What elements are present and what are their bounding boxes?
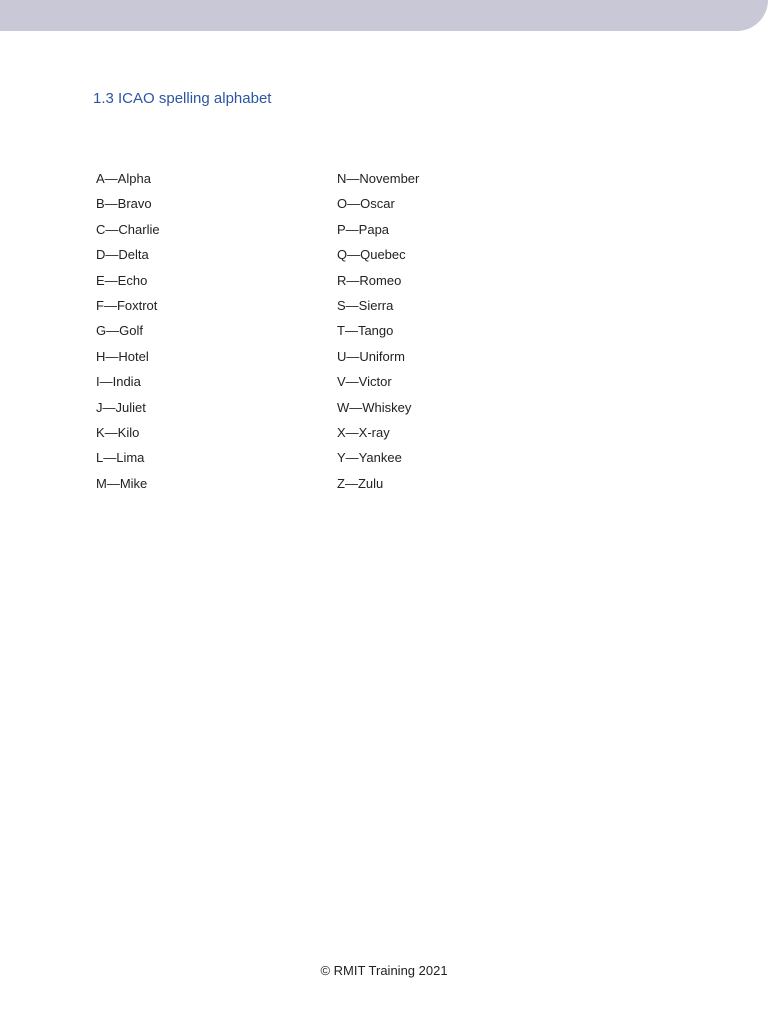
alphabet-entry: X—X-ray bbox=[337, 424, 390, 440]
alphabet-entry: V—Victor bbox=[337, 374, 392, 390]
header-band bbox=[0, 0, 768, 31]
alphabet-entry: Y—Yankee bbox=[337, 450, 402, 466]
alphabet-entry: O—Oscar bbox=[337, 196, 395, 212]
footer-copyright: © RMIT Training 2021 bbox=[320, 963, 448, 978]
alphabet-entry: K—Kilo bbox=[96, 424, 140, 440]
alphabet-entry: D—Delta bbox=[96, 247, 149, 263]
alphabet-entry: I—India bbox=[96, 374, 141, 390]
alphabet-entry: S—Sierra bbox=[337, 297, 394, 313]
alphabet-entry: H—Hotel bbox=[96, 348, 149, 364]
alphabet-entry: G—Golf bbox=[96, 323, 143, 339]
alphabet-entry: A—Alpha bbox=[96, 171, 151, 186]
alphabet-entry: W—Whiskey bbox=[337, 399, 412, 415]
alphabet-entry: P—Papa bbox=[337, 221, 390, 237]
alphabet-entry: J—Juliet bbox=[96, 399, 146, 415]
section-title: 1.3 ICAO spelling alphabet bbox=[93, 90, 272, 107]
alphabet-entry: C—Charlie bbox=[96, 221, 160, 237]
alphabet-entry: N—November bbox=[337, 171, 420, 186]
alphabet-entry: M—Mike bbox=[96, 475, 148, 491]
alphabet-entry: Q—Quebec bbox=[337, 247, 406, 263]
alphabet-entry: Z—Zulu bbox=[337, 475, 384, 491]
alphabet-list-n-to-z bbox=[337, 170, 419, 500]
alphabet-entry: T—Tango bbox=[337, 323, 394, 339]
alphabet-entry: L—Lima bbox=[96, 450, 145, 466]
alphabet-list-a-to-m bbox=[96, 170, 160, 500]
alphabet-entry: F—Foxtrot bbox=[96, 297, 158, 313]
alphabet-entry: U—Uniform bbox=[337, 348, 405, 364]
alphabet-entry: R—Romeo bbox=[337, 272, 402, 288]
alphabet-entry: B—Bravo bbox=[96, 196, 152, 212]
alphabet-entry: E—Echo bbox=[96, 272, 148, 288]
